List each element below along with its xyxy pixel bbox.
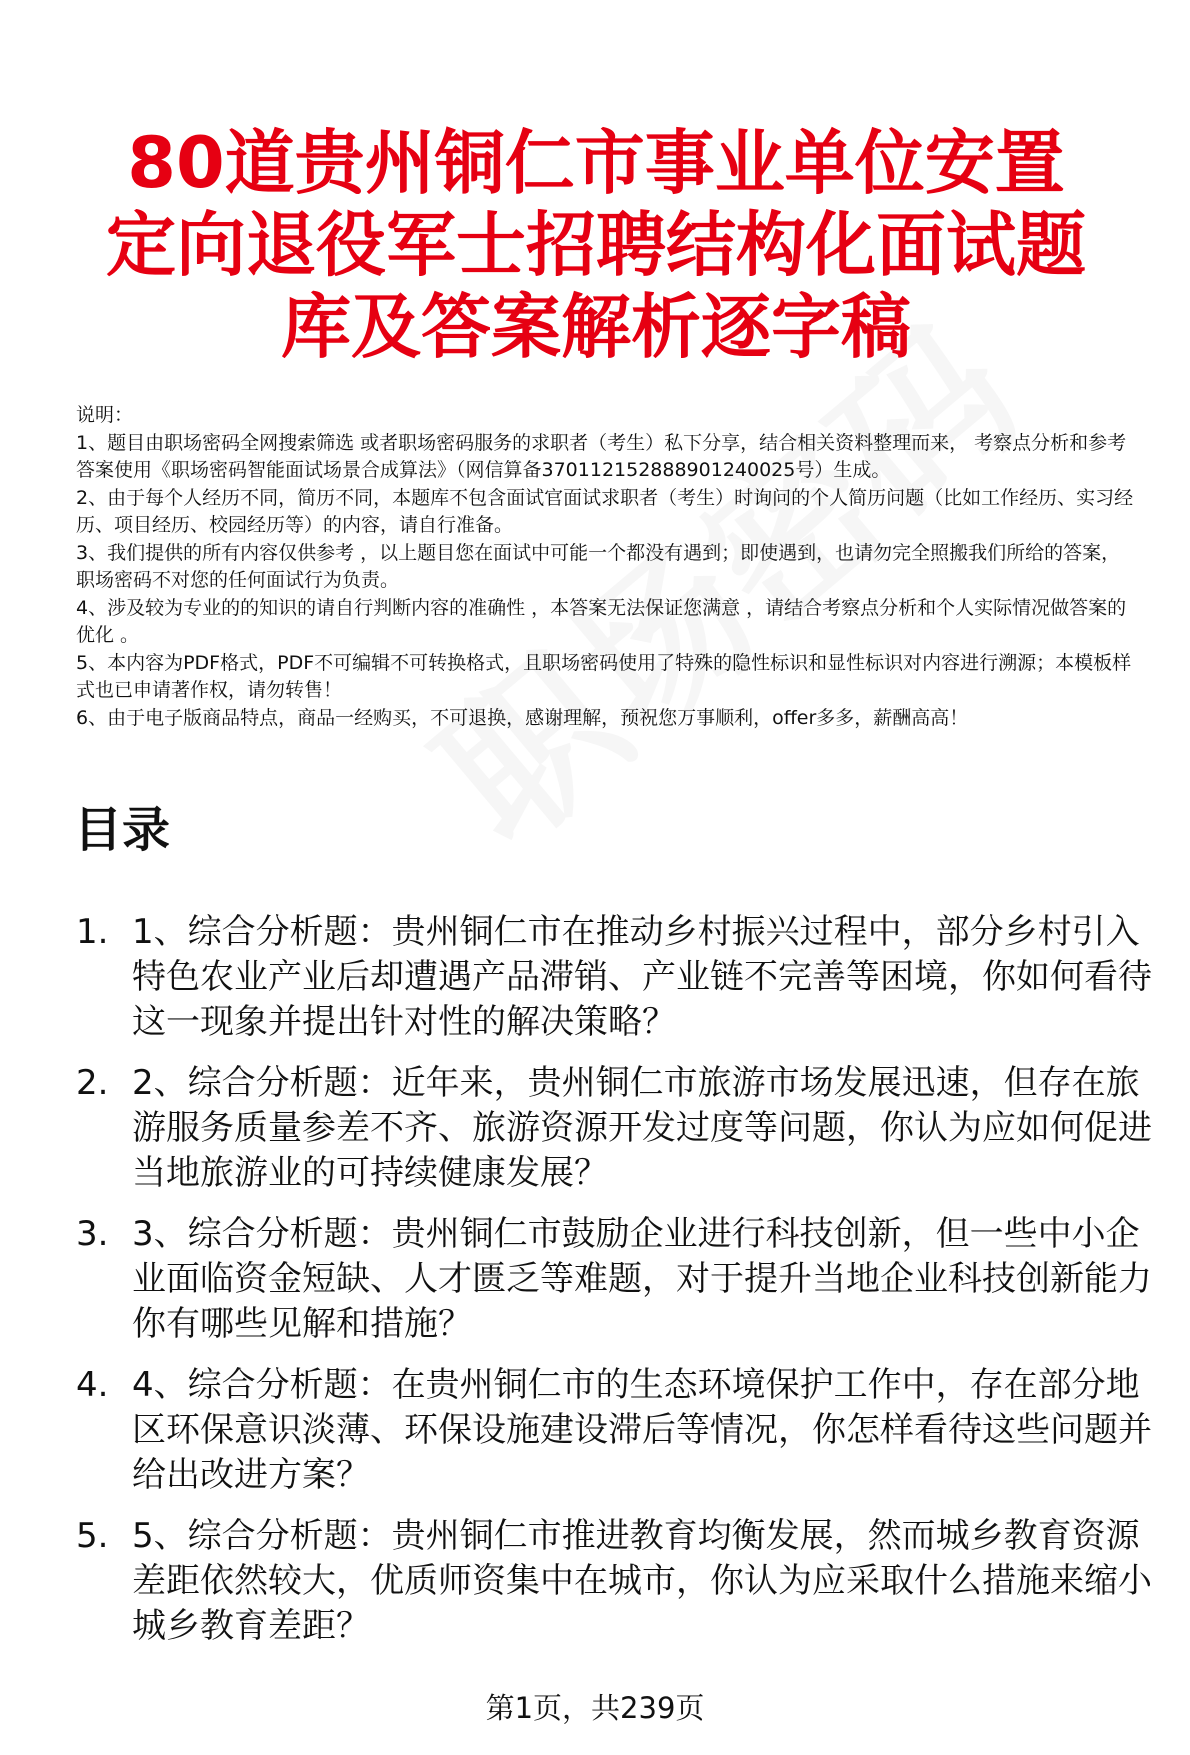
toc-item-text: 4、综合分析题：在贵州铜仁市的生态环境保护工作中，存在部分地区环保意识淡薄、环保设施建设滞后等情况，你怎样看待这些问题并给出改进方案？ — [132, 1365, 1152, 1495]
toc-item-number: 5. — [76, 1516, 109, 1556]
page-number: 第1页，共239页 — [485, 1691, 705, 1725]
toc-item-number: 1. — [76, 912, 109, 952]
note-item: 1、题目由职场密码全网搜索筛选 或者职场密码服务的求职者（考生）私下分享，结合相关资料整理而来， 考察点分析和参考答案使用《职场密码智能面试场景合成算法》（网信算备370112152888901240025号）生成。 — [76, 431, 1127, 481]
notes-heading: 说明： — [76, 404, 134, 426]
note-item: 3、我们提供的所有内容仅供参考 ，以上题目您在面试中可能一个都没有遇到；即使遇到，也请勿完全照搬我们所给的答案，职场密码不对您的任何面试行为负责。 — [76, 541, 1121, 591]
toc-item-text: 5、综合分析题：贵州铜仁市推进教育均衡发展，然而城乡教育资源差距依然较大，优质师资集中在城市，你认为应采取什么措施来缩小城乡教育差距？ — [132, 1516, 1152, 1646]
toc-item[interactable] — [76, 910, 1166, 1045]
note-item: 6、由于电子版商品特点，商品一经购买，不可退换，感谢理解，预祝您万事顺利，offer多多，薪酬高高！ — [76, 706, 969, 729]
toc-item-text: 3、综合分析题：贵州铜仁市鼓励企业进行科技创新，但一些中小企业面临资金短缺、人才匮乏等难题，对于提升当地企业科技创新能力你有哪些见解和措施？ — [132, 1214, 1152, 1344]
toc-item-number: 3. — [76, 1214, 109, 1254]
toc-item[interactable] — [76, 1061, 1166, 1196]
note-item: 5、本内容为PDF格式，PDF不可编辑不可转换格式，且职场密码使用了特殊的隐性标识和显性标识对内容进行溯源；本模板样式也已申请著作权，请勿转售！ — [76, 651, 1132, 701]
page-title: 80道贵州铜仁市事业单位安置定向退役军士招聘结构化面试题库及答案解析逐字稿 — [106, 122, 1086, 368]
toc-item[interactable] — [76, 1514, 1166, 1649]
toc-item[interactable] — [76, 1212, 1166, 1347]
toc-item-text: 1、综合分析题：贵州铜仁市在推动乡村振兴过程中，部分乡村引入特色农业产业后却遭遇产品滞销、产业链不完善等困境，你如何看待这一现象并提出针对性的解决策略？ — [132, 912, 1152, 1042]
toc-list — [76, 910, 1166, 1665]
note-item: 2、由于每个人经历不同，简历不同，本题库不包含面试官面试求职者（考生）时询问的个人简历问题（比如工作经历、实习经历、项目经历、校园经历等）的内容，请自行准备。 — [76, 486, 1134, 536]
toc-item-number: 2. — [76, 1063, 109, 1103]
note-item: 4、涉及较为专业的的知识的请自行判断内容的准确性 ，本答案无法保证您满意 ，请结合考察点分析和个人实际情况做答案的优化 。 — [76, 596, 1127, 646]
toc-item-text: 2、综合分析题：近年来，贵州铜仁市旅游市场发展迅速，但存在旅游服务质量参差不齐、旅游资源开发过度等问题，你认为应如何促进当地旅游业的可持续健康发展？ — [132, 1063, 1152, 1193]
toc-item-number: 4. — [76, 1365, 109, 1405]
toc-item[interactable] — [76, 1363, 1166, 1498]
notes-section — [76, 402, 1136, 732]
toc-heading: 目录 — [74, 802, 171, 858]
